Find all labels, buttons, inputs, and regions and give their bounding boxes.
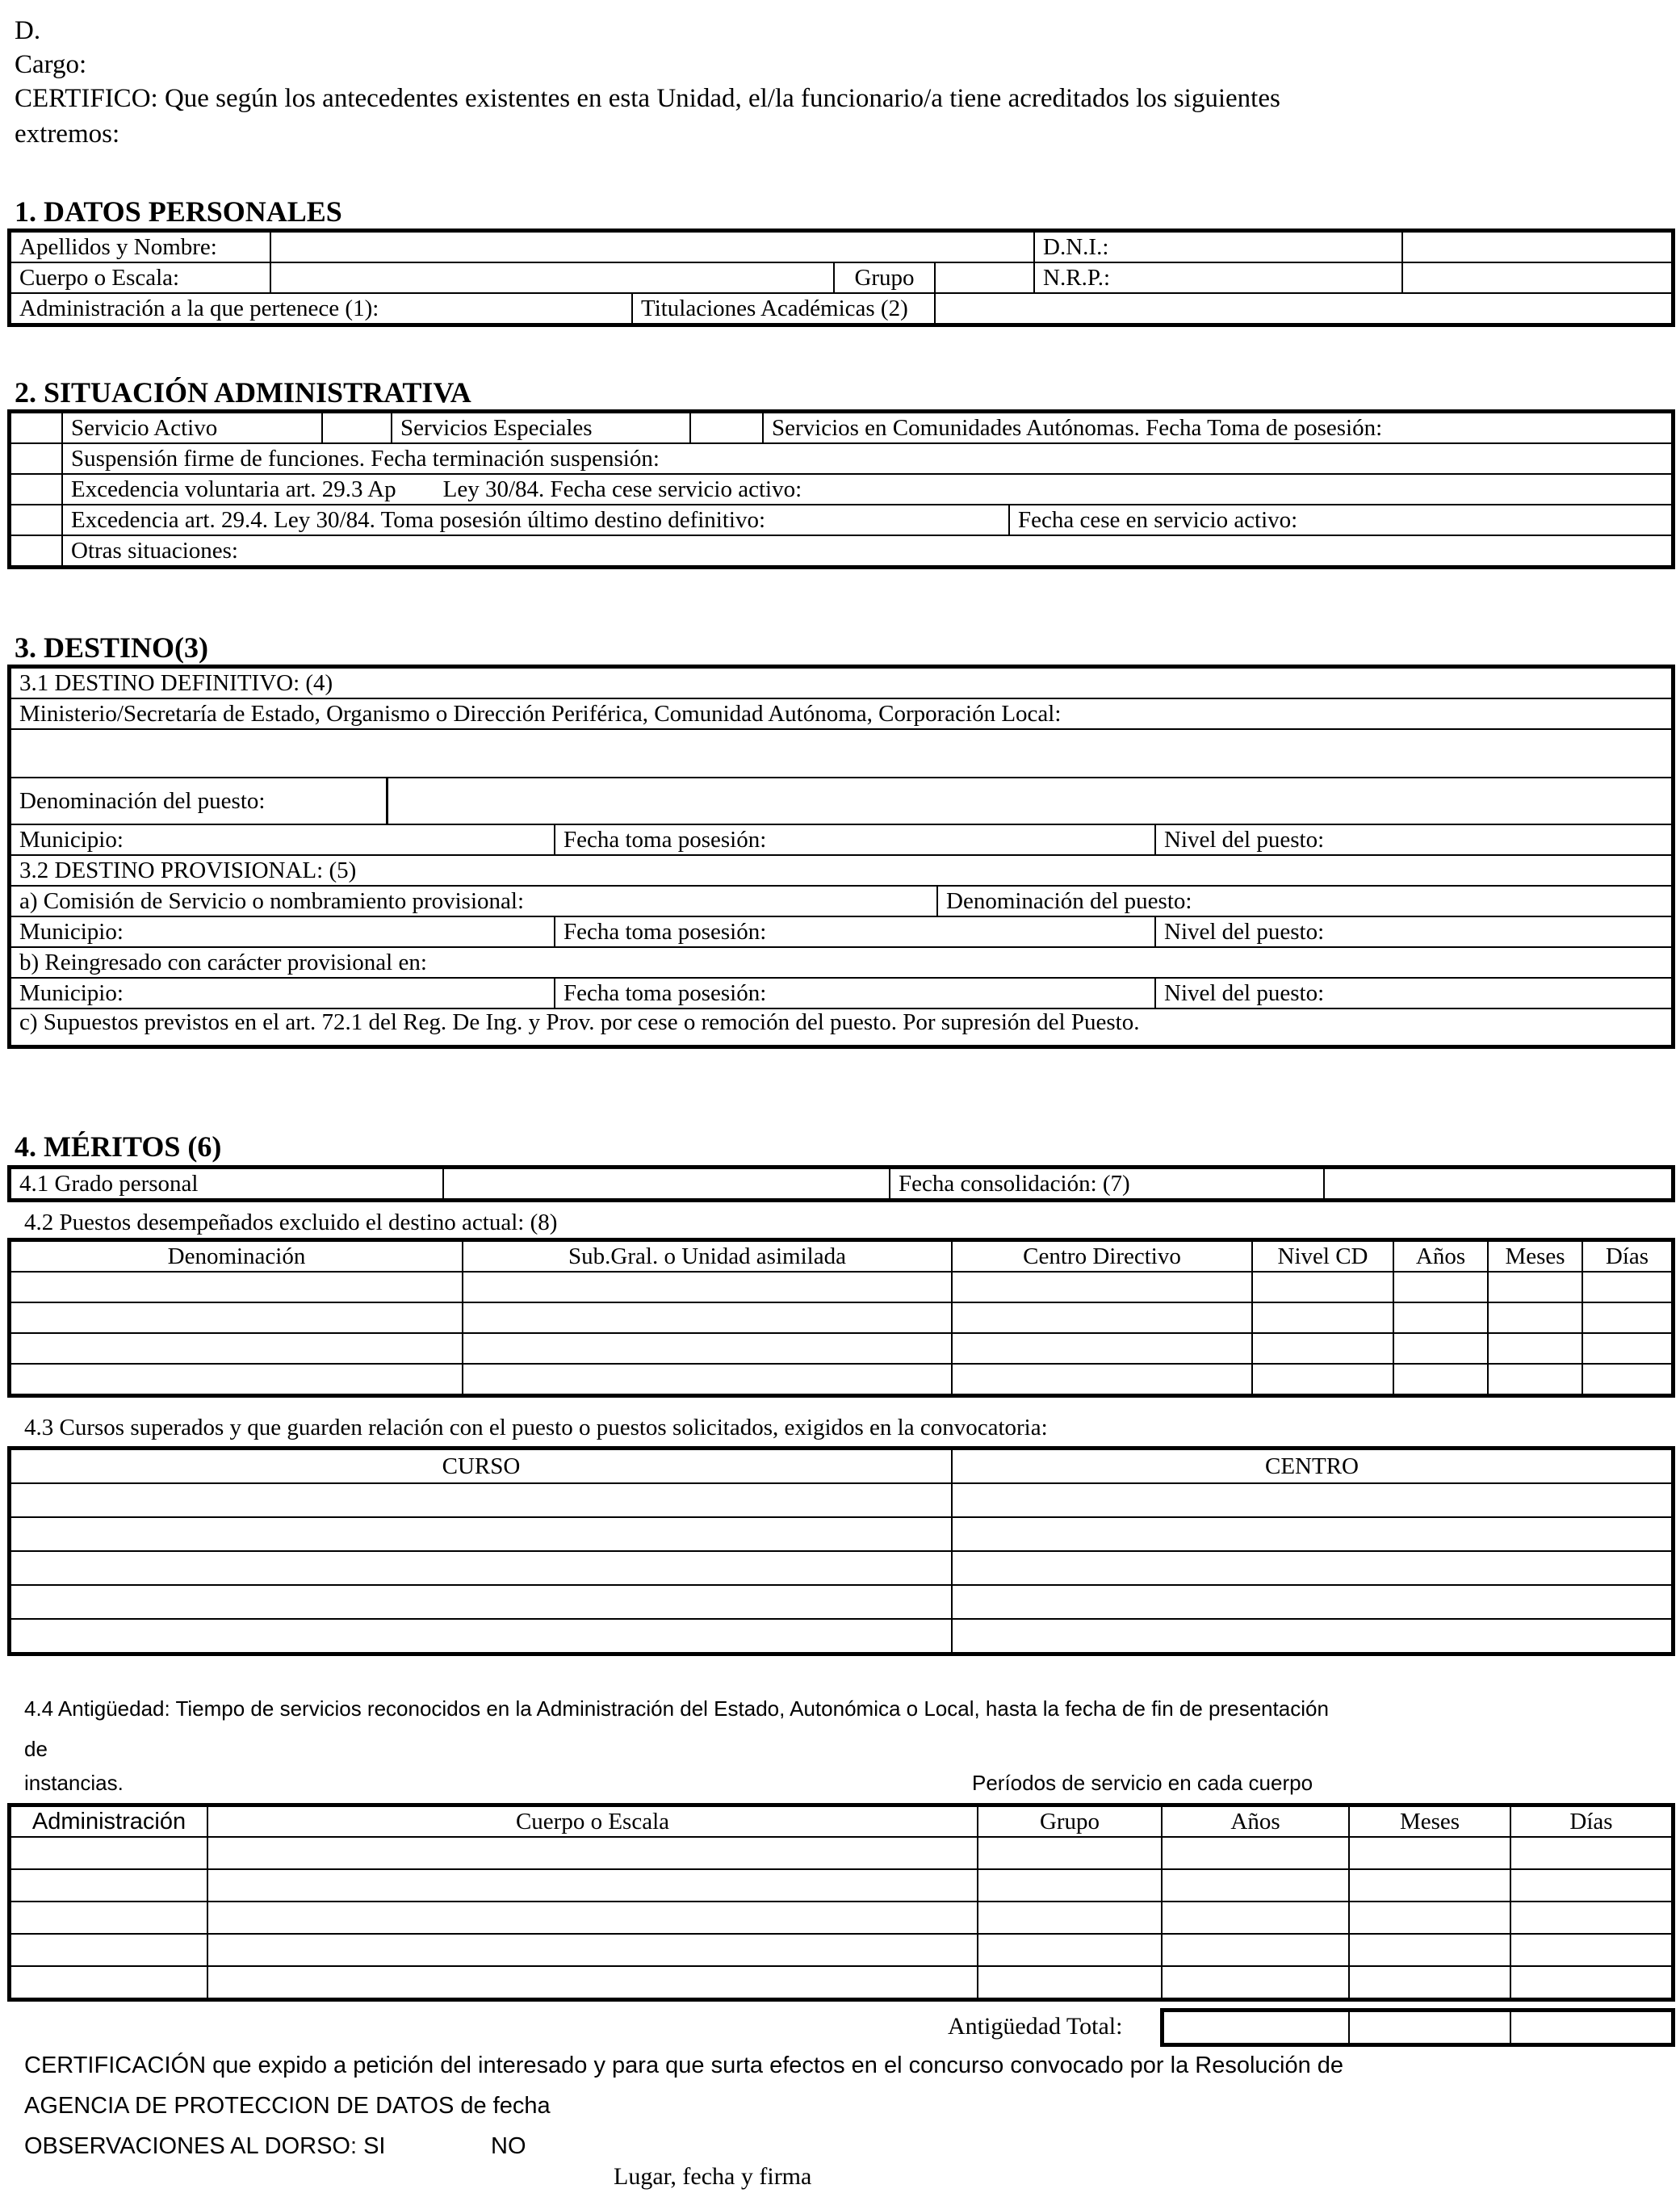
suspension-label: Suspensión firme de funciones. Fecha terminación suspensión: (62, 443, 1672, 474)
apellidos-label: Apellidos y Nombre: (10, 232, 270, 262)
grupo-label: Grupo (834, 262, 935, 293)
prov-fecha-label: Fecha toma posesión: (555, 916, 1155, 947)
observaciones-no: NO (491, 2133, 526, 2159)
denominacion-label: Denominación del puesto: (10, 778, 387, 824)
header-certifico: CERTIFICO: Que según los antecedentes existentes en esta Unidad, el/la funcionario/a tiene acreditados los siguientes (15, 84, 1280, 113)
puestos-col-centro: Centro Directivo (952, 1241, 1252, 1272)
total-anos-field[interactable] (1163, 2011, 1349, 2044)
puestos-col-dias: Días (1582, 1241, 1672, 1272)
definitivo-header: 3.1 DESTINO DEFINITIVO: (4) (10, 668, 1672, 698)
apellidos-field[interactable] (270, 232, 1034, 262)
servicios-especiales-label: Servicios Especiales (392, 413, 690, 443)
prov-nivel-label: Nivel del puesto: (1155, 916, 1672, 947)
antiguedad-total-table (1163, 2011, 1673, 2044)
antig-col-meses: Meses (1349, 1806, 1510, 1837)
exc-29-4-checkbox[interactable] (10, 505, 62, 535)
def-nivel-label: Nivel del puesto: (1155, 824, 1672, 855)
admin-situation-table (10, 412, 1673, 567)
cursos-table (10, 1449, 1673, 1654)
section-3-title: 3. DESTINO(3) (15, 631, 209, 664)
servicios-ccaa-label: Servicios en Comunidades Autónomas. Fecha Toma de posesión: (763, 413, 1672, 443)
antiguedad-table (10, 1805, 1673, 1999)
fecha-consolidacion-label: Fecha consolidación: (7) (890, 1168, 1324, 1199)
certificacion-text-cont: AGENCIA DE PROTECCION DE DATOS de fecha (24, 2093, 551, 2119)
antig-col-administracion: Administración (10, 1806, 207, 1837)
observaciones-label: OBSERVACIONES AL DORSO: SI (24, 2133, 386, 2159)
section-2-title: 2. SITUACIÓN ADMINISTRATIVA (15, 376, 471, 409)
titulaciones-field[interactable] (935, 293, 1672, 324)
table-row (10, 1619, 1672, 1653)
antiguedad-title-cont: de (24, 1737, 48, 1761)
dni-field[interactable] (1402, 232, 1672, 262)
antig-col-grupo: Grupo (978, 1806, 1162, 1837)
nrp-label: N.R.P.: (1034, 262, 1402, 293)
table-row (10, 1902, 1672, 1934)
supuestos-label: c) Supuestos previstos en el art. 72.1 del Reg. De Ing. y Prov. por cese o remoción del puesto. Por supresión del Puesto. (10, 1008, 1672, 1046)
grado-label: 4.1 Grado personal (10, 1168, 443, 1199)
provisional-header: 3.2 DESTINO PROVISIONAL: (5) (10, 855, 1672, 886)
total-dias-field[interactable] (1510, 2011, 1672, 2044)
fecha-consolidacion-field[interactable] (1324, 1168, 1672, 1199)
comision-label: a) Comisión de Servicio o nombramiento provisional: (10, 886, 937, 916)
puestos-table (10, 1240, 1673, 1395)
cuerpo-field[interactable] (270, 262, 834, 293)
section-4-title: 4. MÉRITOS (6) (15, 1130, 222, 1163)
table-row (10, 1585, 1672, 1619)
table-row (10, 1517, 1672, 1551)
grupo-field[interactable] (935, 262, 1034, 293)
grado-field[interactable] (443, 1168, 890, 1199)
exc-voluntaria-label: Excedencia voluntaria art. 29.3 Ap Ley 30/84. Fecha cese servicio activo: (62, 474, 1672, 505)
def-fecha-label: Fecha toma posesión: (555, 824, 1155, 855)
servicio-activo-checkbox[interactable] (10, 413, 62, 443)
exc-29-4-label: Excedencia art. 29.4. Ley 30/84. Toma posesión último destino definitivo: (62, 505, 1009, 535)
table-row (10, 1302, 1672, 1333)
otras-checkbox[interactable] (10, 535, 62, 566)
cuerpo-label: Cuerpo o Escala: (10, 262, 270, 293)
header-certifico-cont: extremos: (15, 120, 120, 149)
antig-col-dias: Días (1510, 1806, 1672, 1837)
cursos-title: 4.3 Cursos superados y que guarden relación con el puesto o puestos solicitados, exigidos en la convocatoria: (24, 1415, 1048, 1440)
exc-voluntaria-checkbox[interactable] (10, 474, 62, 505)
antig-col-anos: Años (1162, 1806, 1349, 1837)
antiguedad-title: 4.4 Antigüedad: Tiempo de servicios reconocidos en la Administración del Estado, Autonómica o Local, hasta la fecha de fin de presentación (24, 1696, 1329, 1721)
reing-fecha-label: Fecha toma posesión: (555, 978, 1155, 1008)
def-municipio-label: Municipio: (10, 824, 555, 855)
reingresado-label: b) Reingresado con carácter provisional en: (10, 947, 1672, 978)
servicios-especiales-checkbox[interactable] (322, 413, 392, 443)
comision-denominacion-label: Denominación del puesto: (937, 886, 1672, 916)
denominacion-field[interactable] (387, 778, 1672, 824)
puestos-col-nivel: Nivel CD (1252, 1241, 1393, 1272)
section-1-title: 1. DATOS PERSONALES (15, 195, 342, 228)
table-row (10, 1333, 1672, 1364)
personal-data-table (10, 231, 1673, 325)
table-row (10, 1551, 1672, 1585)
servicio-activo-label: Servicio Activo (62, 413, 322, 443)
table-row (10, 1483, 1672, 1517)
total-meses-field[interactable] (1349, 2011, 1510, 2044)
destino-table (10, 667, 1673, 1046)
antig-col-cuerpo: Cuerpo o Escala (207, 1806, 978, 1837)
administracion-label: Administración a la que pertenece (1): (10, 293, 632, 324)
cursos-col-centro: CENTRO (952, 1449, 1672, 1483)
table-row (10, 1364, 1672, 1394)
ministerio-label: Ministerio/Secretaría de Estado, Organismo o Dirección Periférica, Comunidad Autónoma, Corporación Local: (10, 698, 1672, 729)
certificacion-text: CERTIFICACIÓN que expido a petición del interesado y para que surta efectos en el concurso convocado por la Resolución de (24, 2053, 1344, 2078)
periodos-label: Períodos de servicio en cada cuerpo (972, 1771, 1313, 1795)
servicios-ccaa-checkbox[interactable] (690, 413, 763, 443)
reing-nivel-label: Nivel del puesto: (1155, 978, 1672, 1008)
header-cargo: Cargo: (15, 50, 87, 79)
antiguedad-instancias: instancias. (24, 1771, 124, 1795)
grado-table (10, 1168, 1673, 1200)
fecha-cese-label: Fecha cese en servicio activo: (1009, 505, 1672, 535)
prov-municipio-label: Municipio: (10, 916, 555, 947)
nrp-field[interactable] (1402, 262, 1672, 293)
puestos-col-subgral: Sub.Gral. o Unidad asimilada (463, 1241, 952, 1272)
lugar-fecha-firma: Lugar, fecha y firma (614, 2163, 812, 2190)
cursos-col-curso: CURSO (10, 1449, 952, 1483)
table-row (10, 1837, 1672, 1869)
puestos-col-anos: Años (1393, 1241, 1488, 1272)
antiguedad-total-label: Antigüedad Total: (948, 2013, 1123, 2040)
table-row (10, 1966, 1672, 1998)
otras-label: Otras situaciones: (62, 535, 1672, 566)
puestos-title: 4.2 Puestos desempeñados excluido el destino actual: (8) (24, 1210, 558, 1235)
table-row (10, 1869, 1672, 1902)
reing-municipio-label: Municipio: (10, 978, 555, 1008)
table-row (10, 1934, 1672, 1966)
table-row (10, 1272, 1672, 1302)
dni-label: D.N.I.: (1034, 232, 1402, 262)
header-d: D. (15, 16, 41, 45)
puestos-col-denominacion: Denominación (10, 1241, 463, 1272)
ministerio-field[interactable] (10, 729, 1672, 778)
suspension-checkbox[interactable] (10, 443, 62, 474)
titulaciones-label: Titulaciones Académicas (2) (632, 293, 935, 324)
puestos-col-meses: Meses (1488, 1241, 1582, 1272)
